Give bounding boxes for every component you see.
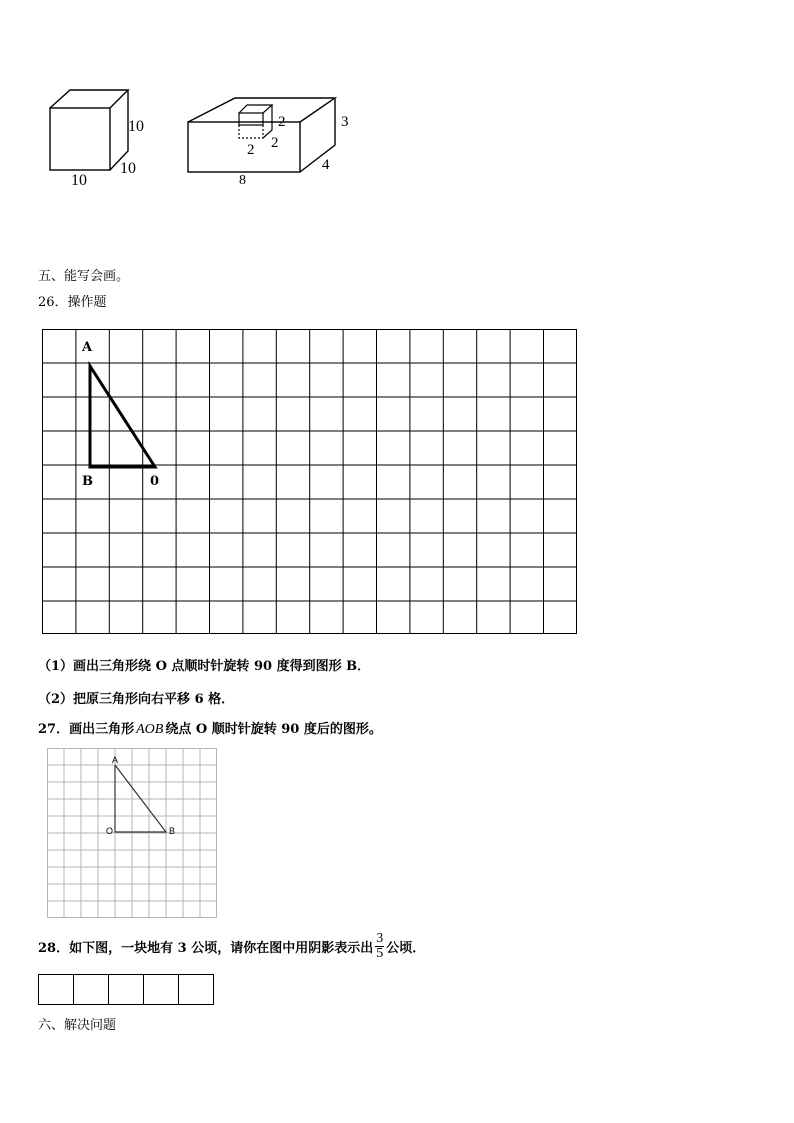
q26-grid-lines	[42, 329, 577, 634]
q26-subquestion-2: （2）把原三角形向右平移 6 格．	[38, 692, 235, 707]
q28-strip-cell[interactable]	[178, 974, 214, 1005]
box-label-depth: 4	[322, 157, 330, 173]
small-cube-label-b: 2	[271, 135, 279, 151]
q28-text-after: 公顷．	[386, 941, 426, 956]
q27-label-o: O	[106, 826, 114, 836]
cube-label-height: 10	[128, 118, 144, 135]
q28-text-before: 28．如下图，一块地有 3 公顷，请你在图中用阴影表示出	[38, 941, 374, 956]
box-label-height: 3	[341, 114, 349, 130]
section-5-title: 五、能写会画。	[38, 269, 130, 284]
question-26-title: 26．操作题	[38, 295, 107, 310]
small-cube-label-c: 2	[247, 142, 255, 158]
q26-subquestion-1: （1）画出三角形绕 O 点顺时针旋转 90 度得到图形 B．	[38, 659, 371, 674]
solid-figures	[40, 85, 370, 195]
q27-grid-lines	[47, 748, 217, 918]
q28-strip-cell[interactable]	[143, 974, 179, 1005]
q26-triangle	[90, 366, 155, 467]
q27-text-before: 27．画出三角形	[38, 722, 135, 737]
q27-variable: AOB	[136, 722, 164, 737]
q27-label-b: B	[169, 826, 176, 836]
q28-strip-cell[interactable]	[108, 974, 144, 1005]
q28-strip-cell[interactable]	[73, 974, 109, 1005]
box-label-length: 8	[239, 173, 246, 188]
q27-label-a: A	[112, 755, 119, 765]
q26-grid	[42, 329, 578, 635]
cube-label-bottom: 10	[71, 172, 87, 189]
q28-strip-cell[interactable]	[38, 974, 74, 1005]
q28-fraction	[375, 932, 384, 961]
q28-land-strip	[38, 974, 214, 1005]
q26-label-o: 0	[150, 474, 160, 489]
question-28-text	[38, 932, 425, 961]
q27-grid	[47, 748, 219, 920]
q27-text-after: 绕点 O 顺时针旋转 90 度后的图形。	[165, 722, 382, 737]
cube-label-depth: 10	[120, 160, 136, 177]
q28-fraction-denominator: 5	[376, 946, 384, 961]
small-cube-label-a: 2	[278, 114, 286, 130]
q26-label-a: A	[82, 340, 93, 355]
q26-label-b: B	[82, 474, 93, 489]
box-figure	[188, 98, 335, 172]
q28-fraction-numerator: 3	[376, 931, 384, 946]
cube-figure	[50, 90, 128, 170]
section-6-title: 六、解决问题	[38, 1018, 117, 1033]
question-27-text	[38, 718, 382, 738]
